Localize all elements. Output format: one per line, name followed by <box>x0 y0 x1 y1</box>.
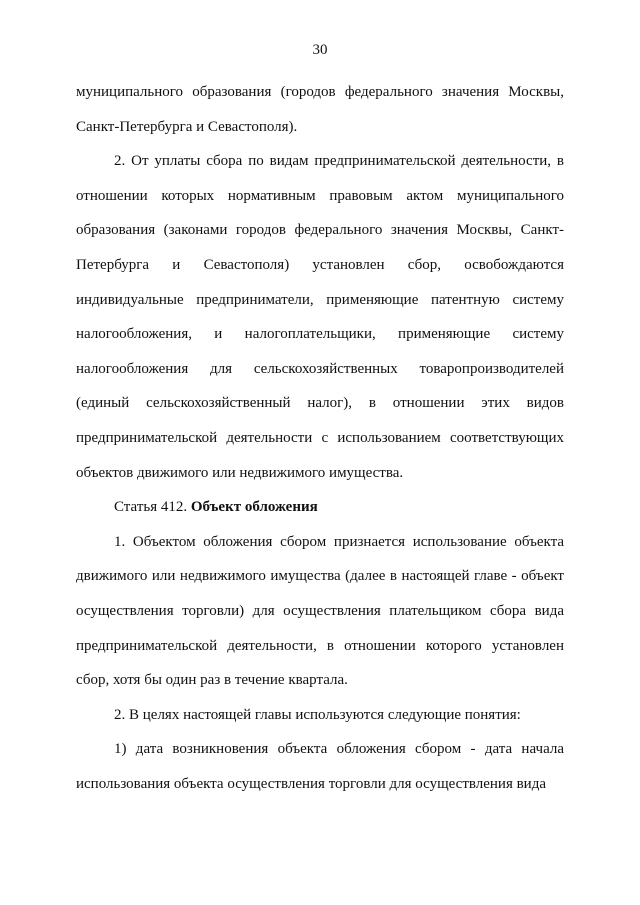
paragraph-concepts-intro: 2. В целях настоящей главы используются следующие понятия: <box>114 706 521 723</box>
article-title: Объект обложения <box>190 499 318 516</box>
document-body <box>76 75 564 801</box>
article-number: Статья 412. <box>114 499 188 516</box>
article-heading <box>76 490 564 525</box>
paragraph-continuation: муниципального образования (городов федерального значения Москвы, Санкт-Петербурга и Севастополя). <box>76 84 564 135</box>
paragraph-concept-1: 1) дата возникновения объекта обложения сбором - дата начала использования объекта осуществления торговли для осуществления вида <box>76 741 564 792</box>
paragraph-exemption: 2. От уплаты сбора по видам предпринимательской деятельности, в отношении которых нормативным правовым актом муниципального образования (законами городов федерального значения Москвы, Санкт-Петербурга и Севастополя) установлен сбор, освобождаются индивидуальные предприниматели, применяющие патентную систему налогообложения, и налогоплательщики, применяющие систему налогообложения для сельскохозяйственных товаропроизводителей (единый сельскохозяйственный налог), в отношении этих видов предпринимательской деятельности с использованием соответствующих объектов движимого или недвижимого имущества. <box>76 153 564 481</box>
page-number: 30 <box>312 42 328 58</box>
paragraph-object-definition: 1. Объектом обложения сбором признается использование объекта движимого или недвижимого имущества (далее в настоящей главе - объект осуществления торговли) для осуществления плательщиком сбора вида предпринимательской деятельности, в отношении которого установлен сбор, хотя бы один раз в течение квартала. <box>76 533 564 689</box>
